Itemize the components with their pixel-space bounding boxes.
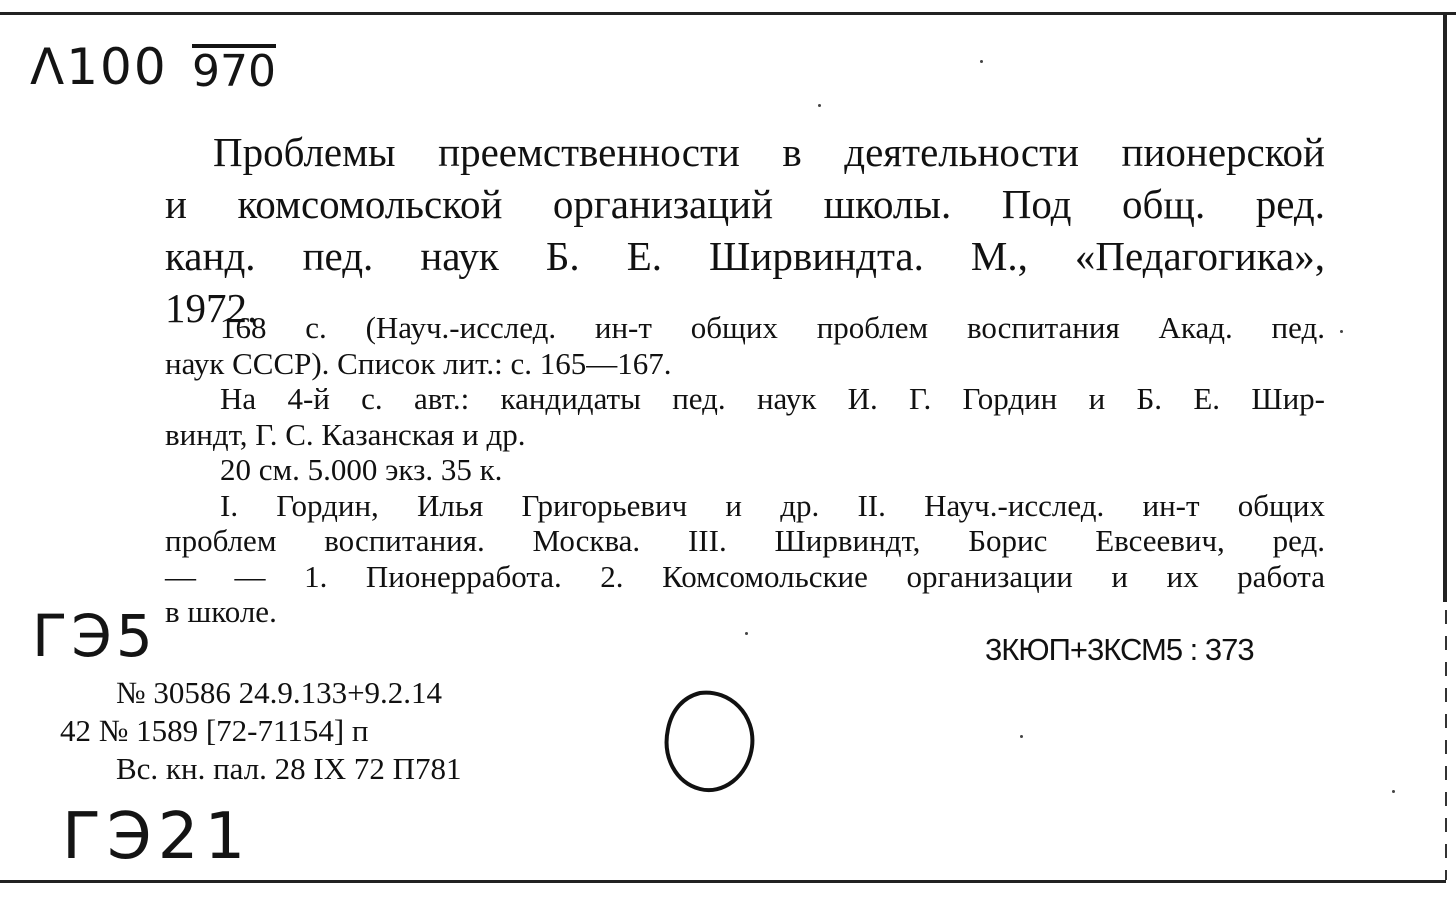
book-title-block bbox=[165, 126, 1325, 334]
imprint-line-2: 42 № 1589 [72-71154] п bbox=[60, 713, 369, 748]
description-line: 20 см. 5.000 экз. 35 к. bbox=[220, 452, 503, 487]
classification-index: 3КЮП+3КСМ5 : 373 bbox=[985, 632, 1254, 667]
imprint-block bbox=[60, 674, 462, 788]
description-line: — — 1. Пионерработа. 2. Комсомольские организации и их работа bbox=[165, 558, 1325, 594]
paper-speck bbox=[1020, 735, 1023, 738]
shelf-mark-number: 970 bbox=[192, 46, 276, 97]
paper-speck bbox=[1392, 790, 1395, 793]
paper-speck bbox=[980, 60, 983, 63]
title-line: 1972. bbox=[165, 285, 258, 331]
handwritten-code-1: ГЭ5 bbox=[32, 602, 157, 670]
description-line: наук СССР). Список лит.: с. 165—167. bbox=[165, 345, 672, 381]
title-line: канд. пед. наук Б. Е. Ширвиндта. М., «Педагогика», bbox=[165, 233, 1325, 279]
description-line: 168 с. (Науч.-исслед. ин-т общих проблем воспитания Акад. пед. bbox=[220, 310, 1325, 345]
description-line: I. Гордин, Илья Григорьевич и др. II. Науч.-исслед. ин-т общих bbox=[220, 487, 1325, 523]
circle-stamp-mark bbox=[660, 685, 760, 800]
title-line: Проблемы преемственности в деятельности пионерской bbox=[213, 129, 1325, 175]
description-line: виндт, Г. С. Казанская и др. bbox=[165, 416, 526, 452]
card-top-border bbox=[0, 12, 1456, 15]
paper-speck bbox=[818, 104, 821, 107]
description-line: в школе. bbox=[165, 594, 277, 629]
card-right-border-dashed bbox=[1445, 610, 1447, 880]
description-line: проблем воспитания. Москва. III. Ширвиндт, Борис Евсеевич, ред. bbox=[165, 523, 1325, 558]
card-right-border bbox=[1443, 12, 1447, 602]
paper-speck bbox=[745, 632, 748, 635]
imprint-line-3: Вс. кн. пал. 28 IX 72 П781 bbox=[116, 751, 462, 786]
description-line: На 4-й с. авт.: кандидаты пед. наук И. Г. Гордин и Б. Е. Шир- bbox=[220, 381, 1325, 416]
paper-speck bbox=[1340, 330, 1343, 333]
imprint-line-1: № 30586 24.9.133+9.2.14 bbox=[116, 675, 443, 710]
bibliographic-description bbox=[165, 310, 1325, 630]
card-bottom-border bbox=[0, 880, 1446, 883]
handwritten-code-2: ГЭ21 bbox=[62, 800, 252, 874]
title-line: и комсомольской организаций школы. Под общ. ред. bbox=[165, 181, 1325, 227]
shelf-mark-code: Λ100 bbox=[30, 38, 168, 96]
